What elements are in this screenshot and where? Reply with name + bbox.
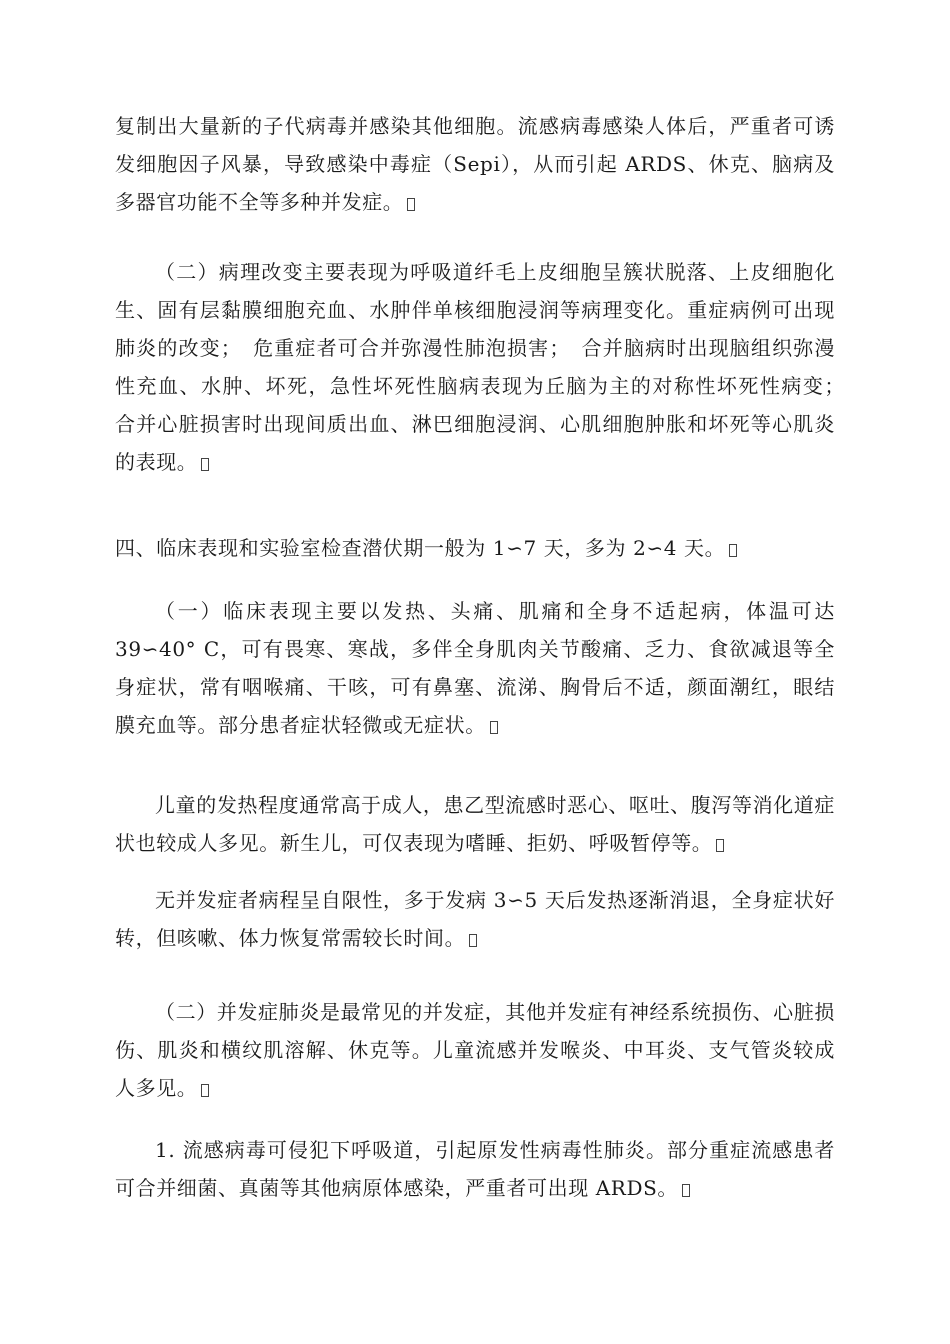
paragraph-text: 无并发症者病程呈自限性，多于发病 3∽5 天后发热逐渐消退，全身症状好转，但咳嗽、体力恢复常需较长时间。 bbox=[115, 888, 835, 950]
paragraph-mark-icon bbox=[201, 1084, 209, 1097]
paragraph-mark-icon bbox=[682, 1184, 690, 1197]
paragraph-mark-icon bbox=[716, 839, 724, 852]
paragraph-text: （一）临床表现主要以发热、头痛、肌痛和全身不适起病，体温可达 39∽40° C，可有畏寒、寒战，多伴全身肌肉关节酸痛、乏力、食欲减退等全身症状，常有咽喉痛、干咳，可有鼻塞、流涕、胸骨后不适，颜面潮红，眼结膜充血等。部分患者症状轻微或无症状。 bbox=[115, 599, 835, 737]
paragraph-text: 四、临床表现和实验室检查潜伏期一般为 1∽7 天，多为 2∽4 天。 bbox=[115, 536, 726, 560]
paragraph-mark-icon bbox=[729, 544, 737, 557]
paragraph-clinical-symptoms bbox=[115, 592, 835, 744]
paragraph-self-limiting bbox=[115, 881, 835, 957]
paragraph-text: （二）并发症肺炎是最常见的并发症，其他并发症有神经系统损伤、心脏损伤、肌炎和横纹肌溶解、休克等。儿童流感并发喉炎、中耳炎、支气管炎较成人多见。 bbox=[115, 1000, 835, 1100]
paragraph-text: 复制出大量新的子代病毒并感染其他细胞。流感病毒感染人体后，严重者可诱发细胞因子风暴，导致感染中毒症（Sepi），从而引起 ARDS、休克、脑病及多器官功能不全等多种并发症。 bbox=[115, 114, 835, 214]
paragraph-text: 儿童的发热程度通常高于成人，患乙型流感时恶心、呕吐、腹泻等消化道症状也较成人多见。新生儿，可仅表现为嗜睡、拒奶、呼吸暂停等。 bbox=[115, 793, 835, 855]
paragraph-pathogenesis-continued bbox=[115, 107, 835, 221]
paragraph-mark-icon bbox=[490, 721, 498, 734]
paragraph-complications bbox=[115, 993, 835, 1107]
paragraph-children bbox=[115, 786, 835, 862]
paragraph-pathology bbox=[115, 253, 856, 481]
paragraph-pneumonia bbox=[115, 1131, 835, 1207]
paragraph-mark-icon bbox=[201, 458, 209, 471]
paragraph-text: （二）病理改变主要表现为呼吸道纤毛上皮细胞呈簇状脱落、上皮细胞化生、固有层黏膜细胞充血、水肿伴单核细胞浸润等病理变化。重症病例可出现肺炎的改变； 危重症者可合并弥漫性肺泡损害； 合并脑病时出现脑组织弥漫性充血、水肿、坏死，急性坏死性脑病表现为丘脑为主的对称性坏死性病变； 合并心脏损害时出现间质出血、淋巴细胞浸润、心肌细胞肿胀和坏死等心肌炎的表现。 bbox=[115, 260, 856, 474]
paragraph-clinical-heading bbox=[115, 529, 835, 567]
paragraph-text: 1. 流感病毒可侵犯下呼吸道，引起原发性病毒性肺炎。部分重症流感患者可合并细菌、真菌等其他病原体感染，严重者可出现 ARDS。 bbox=[115, 1138, 835, 1200]
paragraph-mark-icon bbox=[407, 198, 415, 211]
paragraph-mark-icon bbox=[469, 934, 477, 947]
